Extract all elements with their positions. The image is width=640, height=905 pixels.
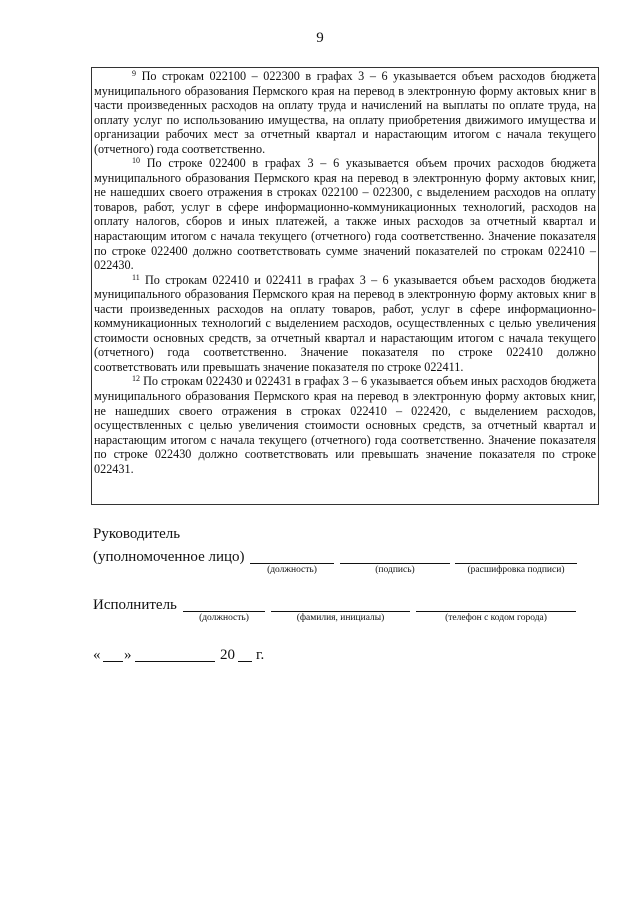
date-year-line[interactable] (238, 661, 252, 662)
head-signature-line[interactable] (340, 563, 450, 564)
footnote-marker: 9 (132, 69, 136, 78)
footnote-10 (94, 156, 596, 272)
date-day-line[interactable] (103, 661, 123, 662)
footnote-text: По строкам 022100 – 022300 в графах 3 – 6 указывается объем расходов бюджета муниципального образования Пермского края на перевод в электронную форму актовых книг в части произведенных расходов на оплату труда и начислений на выплаты по оплате труда, на оплату услуг по использованию имущества, на оплату приобретения движимого имущества и организации рабочих мест за отчетный квартал и нарастающим итогом с начала текущего (отчетного) года соответственно. (94, 69, 597, 156)
head-name-line[interactable] (455, 563, 577, 564)
footnote-11 (94, 273, 596, 375)
date-open-quote: « (93, 647, 101, 663)
executor-position-line[interactable] (183, 611, 265, 612)
footnote-marker: 11 (132, 272, 140, 282)
executor-phone-line[interactable] (416, 611, 576, 612)
executor-name-line[interactable] (271, 611, 410, 612)
head-signature-caption: (подпись) (375, 565, 415, 575)
executor-position-caption: (должность) (199, 613, 249, 623)
executor-phone-caption: (телефон с кодом города) (445, 613, 547, 623)
executor-label: Исполнитель (93, 597, 177, 613)
head-label: Руководитель (93, 526, 181, 542)
footnote-12 (94, 374, 596, 476)
head-position-caption: (должность) (267, 565, 317, 575)
head-decoding-caption: (расшифровка подписи) (467, 565, 565, 575)
date-close-quote: » (124, 647, 132, 663)
footnote-text: По строке 022400 в графах 3 – 6 указывается объем прочих расходов бюджета муниципального образования Пермского края на перевод в электронную форму актовых книг, не нашедших своего отражения в строках 022100 – 022300, с выделением расходов на оплату товаров, работ, услуг в сфере информационно-коммуникационных технологий, расходов на оплату налогов, сборов и иных платежей, а также иных расходов за отчетный квартал и нарастающим итогом с начала текущего (отчетного) года соответственно. Значение показателя по строке 022400 должно соответствовать сумме значений показателей по строкам 022410 – 022430. (94, 156, 597, 273)
page-number: 9 (316, 30, 324, 46)
authorized-person-label: (уполномоченное лицо) (93, 549, 245, 565)
footnote-text: По строкам 022410 и 022411 в графах 3 – 6 указывается объем расходов бюджета муниципального образования Пермского края на перевод в электронную форму актовых книг в части произведенных расходов на оплату товаров, работ, услуг в сфере информационно-коммуникационных технологий с выделением расходов, осуществленных с целью увеличения стоимости основных средств, за отчетный квартал и нарастающим итогом с начала текущего (отчетного) года соответственно. Значение показателя по строке 022410 должно соответствовать или превышать значение показателя по строке 022411. (94, 272, 596, 374)
footnote-marker: 12 (132, 374, 140, 384)
date-year-prefix: 20 (220, 647, 235, 663)
footnotes-box (91, 67, 599, 505)
footnote-text: По строкам 022430 и 022431 в графах 3 – 6 указывается объем иных расходов бюджета муниципального образования Пермского края на перевод в электронную форму актовых книг, не нашедших своего отражения в строках 022410 – 022420, с выделением расходов, осуществленных с целью увеличения стоимости основных средств, за отчетный квартал и нарастающим итогом с начала текущего (отчетного) года соответственно. Значение показателя по строке 022430 должно соответствовать или превышать значение показателя по строке 022431. (94, 374, 596, 476)
head-position-line[interactable] (250, 563, 334, 564)
footnote-9 (94, 69, 596, 156)
date-month-line[interactable] (135, 661, 215, 662)
footnote-marker: 10 (132, 156, 140, 166)
executor-name-caption: (фамилия, инициалы) (296, 613, 385, 623)
date-year-suffix: г. (256, 647, 265, 663)
